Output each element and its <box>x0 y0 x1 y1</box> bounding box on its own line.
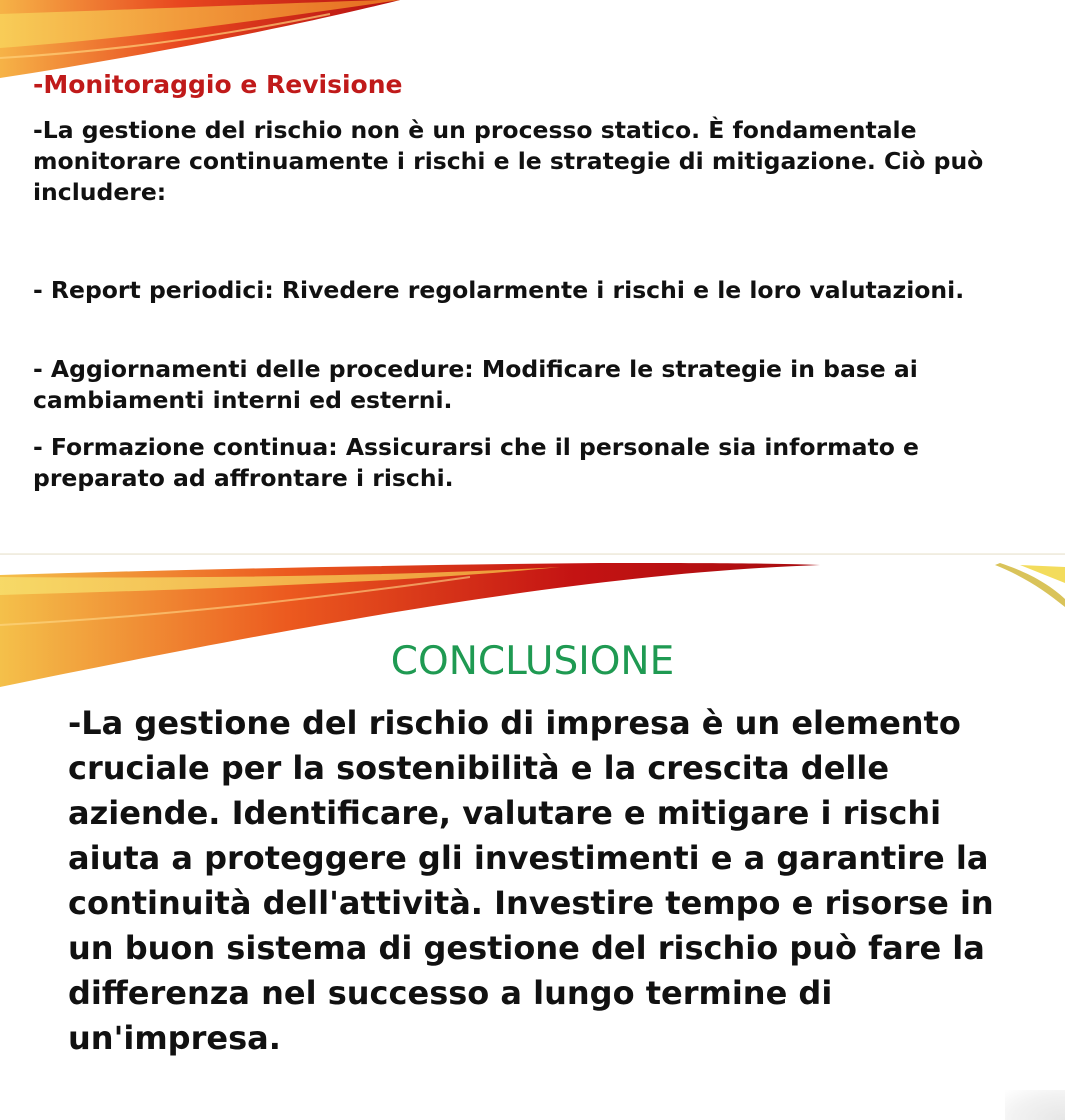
slide-conclusione <box>0 555 1065 1120</box>
conclusion-heading: CONCLUSIONE <box>390 639 675 684</box>
bullet-aggiornamenti: - Aggiornamenti delle procedure: Modificare le strategie in base ai cambiamenti interni ed esterni. <box>33 355 918 414</box>
slide-monitoraggio <box>0 0 1065 555</box>
conclusion-paragraph: -La gestione del rischio di impresa è un elemento cruciale per la sostenibilità e la crescita delle aziende. Identificare, valutare e mitigare i rischi aiuta a proteggere gli investimenti e a garantire la continuità dell'attività. Investire tempo e risorse in un buon sistema di gestione del rischio può fare la differenza nel successo a lungo termine di un'impresa. <box>68 704 994 1057</box>
section-heading: -Monitoraggio e Revisione <box>33 70 403 99</box>
bullet-report-periodici: - Report periodici: Rivedere regolarmente i rischi e le loro valutazioni. <box>33 276 965 304</box>
bullet-formazione: - Formazione continua: Assicurarsi che il personale sia informato e preparato ad affrontare i rischi. <box>33 433 919 492</box>
corner-shadow <box>1005 1090 1065 1120</box>
intro-paragraph: -La gestione del rischio non è un processo statico. È fondamentale monitorare continuamente i rischi e le strategie di mitigazione. Ciò può includere: <box>33 116 984 206</box>
